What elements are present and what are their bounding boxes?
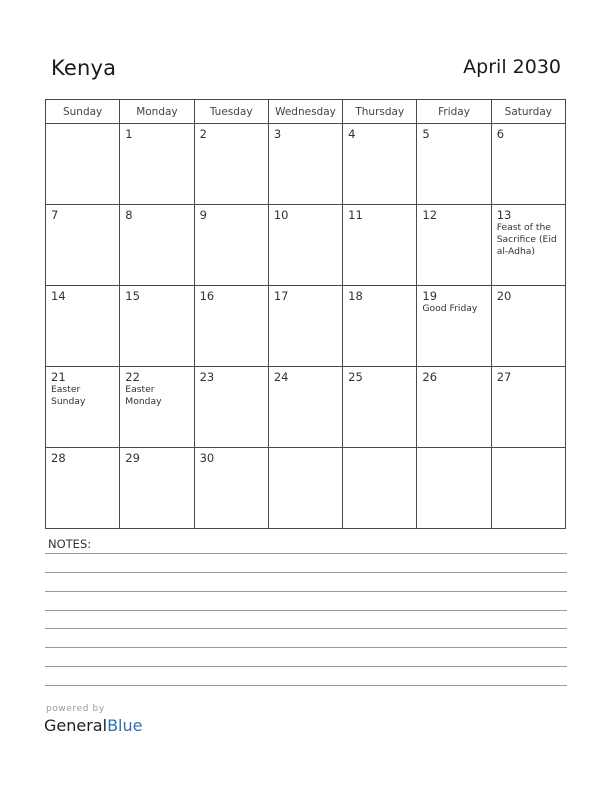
- day-number: 1: [125, 127, 133, 141]
- day-cell: [268, 367, 342, 448]
- day-cell: [268, 448, 342, 529]
- weekday-header-row: [46, 100, 566, 124]
- calendar-grid: [45, 99, 566, 529]
- day-cell: [194, 124, 268, 205]
- day-cell: [491, 448, 565, 529]
- note-line: [45, 647, 567, 648]
- generalblue-logo[interactable]: [44, 716, 142, 735]
- day-number: 20: [496, 289, 512, 303]
- day-cell: [120, 367, 194, 448]
- note-line: [45, 666, 567, 667]
- day-cell: [120, 205, 194, 286]
- day-number: 25: [348, 370, 363, 384]
- day-cell: [417, 286, 491, 367]
- day-cell: [491, 367, 565, 448]
- day-number: 13: [496, 208, 512, 222]
- notes-label: NOTES:: [48, 537, 92, 551]
- day-cell: [417, 367, 491, 448]
- day-cell: [46, 367, 120, 448]
- day-cell: [343, 448, 417, 529]
- weekday-tuesday: Tuesday: [194, 100, 268, 124]
- weekday-wednesday: Wednesday: [268, 100, 342, 124]
- day-number: 24: [273, 370, 289, 384]
- weekday-thursday: Thursday: [343, 100, 417, 124]
- day-number: 14: [51, 289, 66, 303]
- day-cell: [120, 124, 194, 205]
- day-number: 4: [348, 127, 356, 141]
- day-number: 22: [125, 370, 140, 384]
- country-title: Kenya: [51, 56, 117, 80]
- day-cell: [268, 205, 342, 286]
- day-cell: [417, 124, 491, 205]
- day-number: 12: [422, 208, 438, 222]
- day-number: 28: [51, 451, 66, 465]
- week-row: [46, 448, 566, 529]
- weekday-monday: Monday: [120, 100, 194, 124]
- day-number: 9: [199, 208, 207, 222]
- day-number: 18: [348, 289, 363, 303]
- day-cell: [491, 205, 565, 286]
- week-row: [46, 367, 566, 448]
- day-number: 26: [422, 370, 438, 384]
- holiday-label: Easter Monday: [125, 384, 162, 407]
- day-number: 6: [496, 127, 505, 141]
- day-cell: [194, 448, 268, 529]
- day-cell: [46, 286, 120, 367]
- note-line: [45, 685, 567, 686]
- day-number: 7: [51, 208, 59, 222]
- day-cell: [46, 448, 120, 529]
- day-cell: [343, 124, 417, 205]
- day-cell: [194, 205, 268, 286]
- week-row: [46, 205, 566, 286]
- day-cell: [194, 286, 268, 367]
- day-number: 19: [422, 289, 438, 303]
- day-cell: [46, 205, 120, 286]
- day-number: 30: [199, 451, 215, 465]
- weekday-sunday: Sunday: [46, 100, 120, 124]
- day-number: 8: [125, 208, 133, 222]
- holiday-label: Easter Sunday: [51, 384, 86, 407]
- day-number: 17: [273, 289, 289, 303]
- holiday-label: Good Friday: [422, 303, 478, 314]
- day-cell: [268, 286, 342, 367]
- day-number: 29: [125, 451, 140, 465]
- day-cell: [417, 448, 491, 529]
- brand-blue-text: Blue: [107, 716, 143, 735]
- day-cell: [194, 367, 268, 448]
- day-number: 23: [199, 370, 215, 384]
- brand-general-text: General: [44, 716, 108, 735]
- day-number: 5: [422, 127, 430, 141]
- note-line: [45, 610, 567, 611]
- weekday-friday: Friday: [417, 100, 491, 124]
- week-row: [46, 286, 566, 367]
- day-cell: [343, 286, 417, 367]
- day-cell: [343, 205, 417, 286]
- month-title: April 2030: [463, 56, 561, 78]
- holiday-label: Feast of the Sacrifice (Eid al-Adha): [496, 222, 557, 257]
- day-cell: [417, 205, 491, 286]
- day-cell: [120, 286, 194, 367]
- powered-by-text: powered by: [46, 704, 105, 714]
- day-number: 16: [199, 289, 215, 303]
- day-number: 27: [496, 370, 512, 384]
- day-cell: [120, 448, 194, 529]
- note-line: [45, 553, 567, 554]
- day-cell: [491, 286, 565, 367]
- day-number: 2: [199, 127, 207, 141]
- day-cell: [491, 124, 565, 205]
- weekday-saturday: Saturday: [491, 100, 565, 124]
- week-row: [46, 124, 566, 205]
- day-number: 15: [125, 289, 140, 303]
- note-line: [45, 628, 567, 629]
- day-number: 10: [273, 208, 289, 222]
- day-cell: [46, 124, 120, 205]
- day-number: 3: [273, 127, 282, 141]
- day-cell: [343, 367, 417, 448]
- note-line: [45, 591, 567, 592]
- day-cell: [268, 124, 342, 205]
- day-number: 11: [348, 208, 363, 222]
- note-line: [45, 572, 567, 573]
- day-number: 21: [51, 370, 66, 384]
